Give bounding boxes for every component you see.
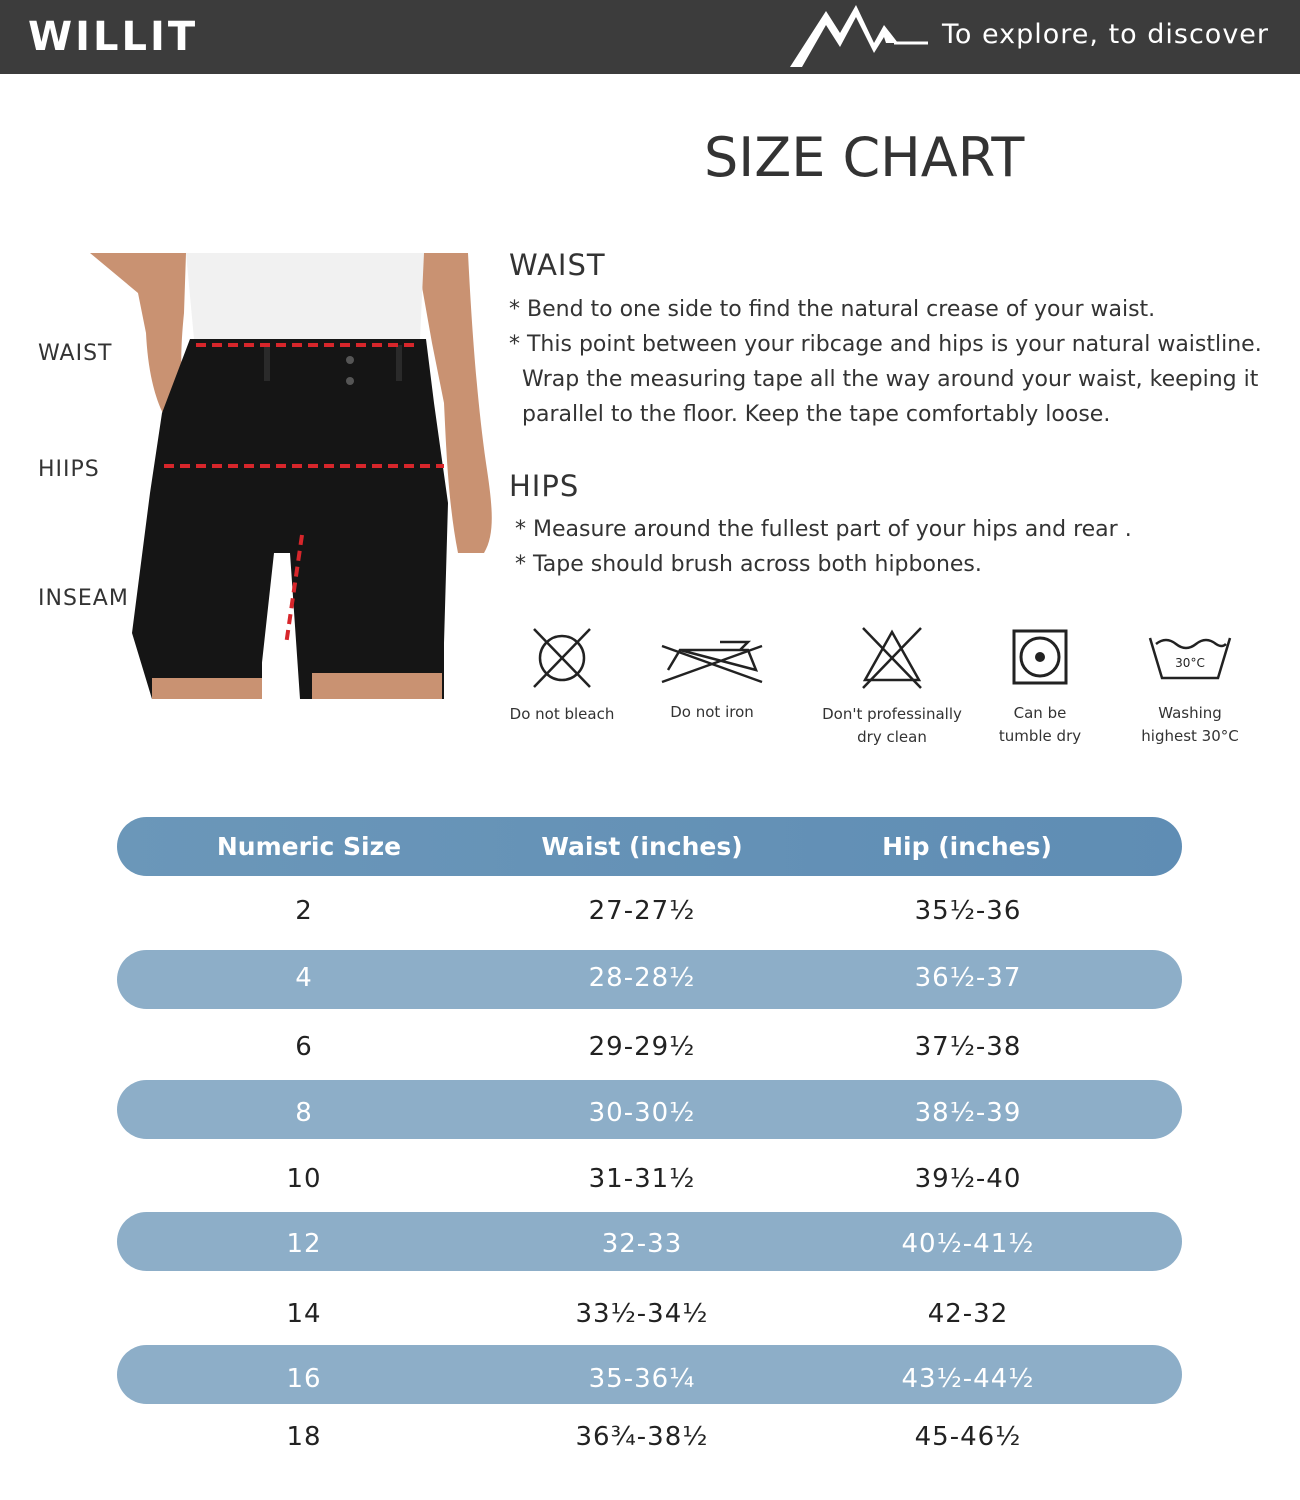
figure-label-waist: WAIST bbox=[38, 341, 113, 366]
cell-hip: 40½-41½ bbox=[901, 1229, 1035, 1259]
waist-heading: WAIST bbox=[509, 248, 606, 282]
no-bleach-icon bbox=[527, 624, 597, 692]
cell-size: 14 bbox=[286, 1299, 322, 1329]
cell-size: 10 bbox=[286, 1164, 322, 1194]
column-header-size: Numeric Size bbox=[216, 832, 402, 861]
cell-size: 8 bbox=[295, 1098, 313, 1128]
hips-heading: HIPS bbox=[509, 469, 580, 503]
cell-size: 18 bbox=[286, 1422, 322, 1452]
care-item-tumble-dry bbox=[980, 628, 1100, 748]
care-label-line1: Washing bbox=[1158, 704, 1222, 722]
care-item-wash-30 bbox=[1130, 634, 1250, 748]
hips-line-1: * Measure around the fullest part of your hips and rear . bbox=[515, 517, 1132, 542]
column-header-hip: Hip (inches) bbox=[882, 832, 1052, 861]
mountain-icon bbox=[788, 3, 933, 69]
care-label: Do not iron bbox=[670, 703, 754, 721]
cell-waist: 30-30½ bbox=[588, 1098, 696, 1128]
cell-waist: 29-29½ bbox=[588, 1032, 696, 1062]
care-label-line2: tumble dry bbox=[998, 727, 1082, 745]
cell-waist: 33½-34½ bbox=[575, 1299, 709, 1329]
shorts-model-illustration bbox=[86, 253, 500, 699]
cell-waist: 35-36¼ bbox=[588, 1364, 696, 1394]
cell-size: 4 bbox=[295, 963, 313, 993]
cell-waist: 27-27½ bbox=[588, 896, 696, 926]
figure-label-hips: HIIPS bbox=[38, 457, 100, 482]
cell-hip: 45-46½ bbox=[914, 1422, 1022, 1452]
header-bar bbox=[0, 0, 1300, 74]
page-title: SIZE CHART bbox=[704, 126, 1025, 189]
cell-hip: 42-32 bbox=[927, 1299, 1009, 1329]
waist-line-4: parallel to the floor. Keep the tape comfortably loose. bbox=[522, 402, 1111, 427]
cell-waist: 28-28½ bbox=[588, 963, 696, 993]
wash-30-icon bbox=[1148, 634, 1232, 682]
hips-line-2: * Tape should brush across both hipbones. bbox=[515, 552, 982, 577]
cell-hip: 39½-40 bbox=[914, 1164, 1022, 1194]
care-label-line1: Don't professinally bbox=[822, 705, 962, 723]
cell-hip: 36½-37 bbox=[914, 963, 1022, 993]
cell-size: 6 bbox=[295, 1032, 313, 1062]
cell-hip: 43½-44½ bbox=[901, 1364, 1035, 1394]
waist-line-3: Wrap the measuring tape all the way around your waist, keeping it bbox=[522, 367, 1259, 392]
cell-hip: 35½-36 bbox=[914, 896, 1022, 926]
waist-line-2: * This point between your ribcage and hips is your natural waistline. bbox=[509, 332, 1262, 357]
wash-temperature-label: 30°C bbox=[1175, 656, 1205, 670]
no-dry-clean-icon bbox=[857, 624, 927, 692]
care-item-no-iron bbox=[646, 630, 778, 724]
waist-line-1: * Bend to one side to find the natural crease of your waist. bbox=[509, 297, 1156, 322]
cell-size: 12 bbox=[286, 1229, 322, 1259]
tumble-dry-icon bbox=[1011, 628, 1069, 686]
brand-logo-text: WILLIT bbox=[28, 14, 199, 60]
care-label-line1: Can be bbox=[1013, 704, 1067, 722]
no-iron-icon bbox=[660, 630, 764, 684]
care-label-line2: highest 30°C bbox=[1141, 727, 1239, 745]
cell-size: 2 bbox=[295, 896, 313, 926]
cell-waist: 31-31½ bbox=[588, 1164, 696, 1194]
cell-waist: 32-33 bbox=[601, 1229, 683, 1259]
figure-label-inseam: INSEAM bbox=[38, 586, 129, 611]
care-label-line2: dry clean bbox=[857, 728, 927, 746]
cell-hip: 38½-39 bbox=[914, 1098, 1022, 1128]
cell-waist: 36¾-38½ bbox=[575, 1422, 709, 1452]
care-label: Do not bleach bbox=[509, 705, 615, 723]
cell-size: 16 bbox=[286, 1364, 322, 1394]
size-table-header bbox=[117, 817, 1182, 876]
column-header-waist: Waist (inches) bbox=[541, 832, 743, 861]
cell-hip: 37½-38 bbox=[914, 1032, 1022, 1062]
care-item-no-dry-clean bbox=[812, 624, 972, 749]
brand-tagline: To explore, to discover bbox=[942, 19, 1270, 50]
care-item-no-bleach bbox=[496, 624, 628, 726]
